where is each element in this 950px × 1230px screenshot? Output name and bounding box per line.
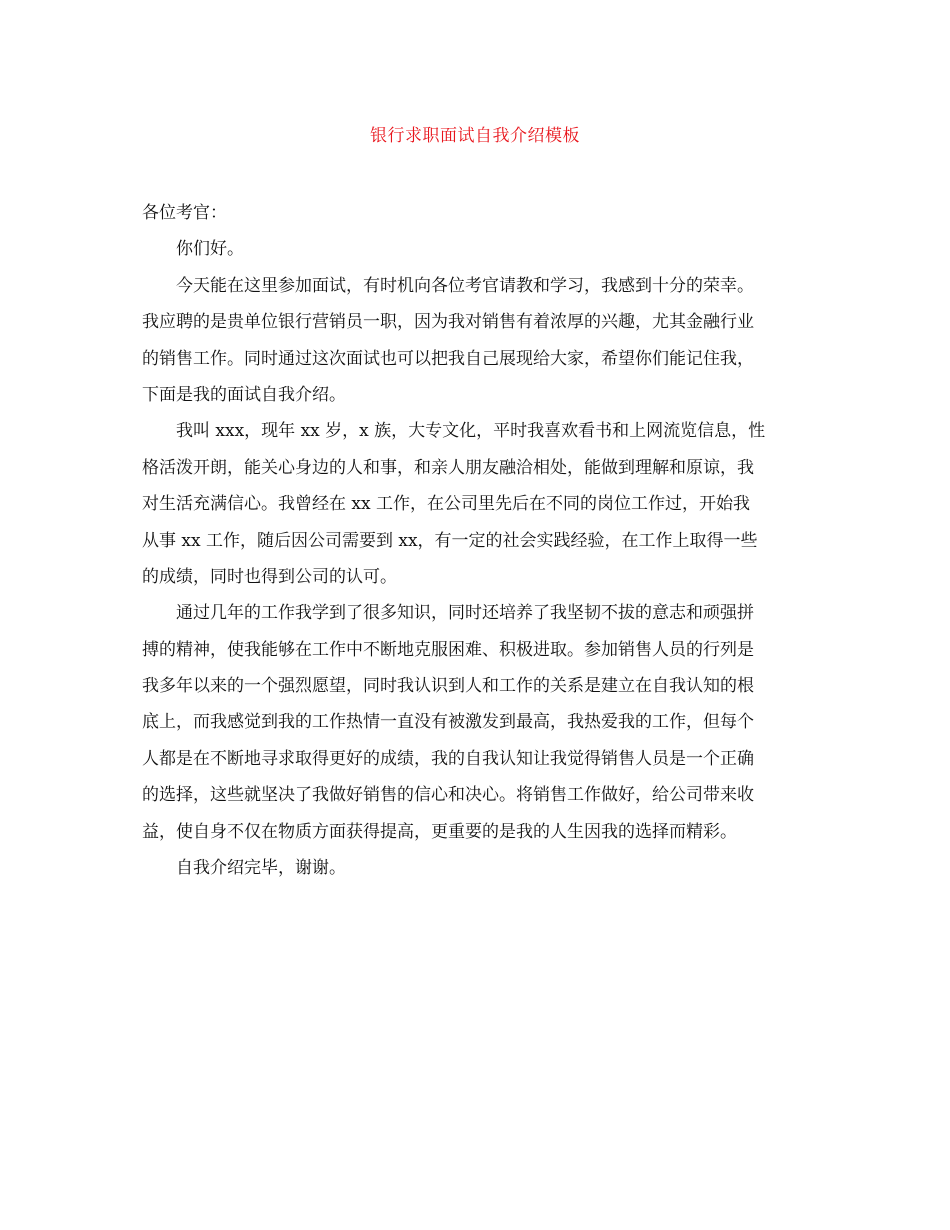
document-body bbox=[142, 195, 812, 886]
paragraph bbox=[142, 595, 812, 850]
paragraph-line: 下面是我的面试自我介绍。 bbox=[142, 384, 346, 405]
paragraph bbox=[142, 850, 812, 886]
paragraph-line: 通过几年的工作我学到了很多知识，同时还培养了我坚韧不拔的意志和顽强拼 bbox=[176, 603, 754, 624]
paragraph-line: 我多年以来的一个强烈愿望，同时我认识到人和工作的关系是建立在自我认知的根 bbox=[142, 676, 754, 697]
paragraph bbox=[142, 413, 812, 595]
paragraph-line: 搏的精神，使我能够在工作中不断地克服困难、积极进取。参加销售人员的行列是 bbox=[142, 639, 754, 660]
salutation: 各位考官： bbox=[142, 203, 227, 223]
document-title: 银行求职面试自我介绍模板 bbox=[370, 126, 580, 146]
paragraph-line: 对生活充满信心。我曾经在 xx 工作，在公司里先后在不同的岗位工作过，开始我 bbox=[142, 494, 750, 515]
paragraph-line: 你们好。 bbox=[176, 239, 244, 260]
paragraph-line: 格活泼开朗，能关心身边的人和事，和亲人朋友融洽相处，能做到理解和原谅，我 bbox=[142, 457, 754, 478]
paragraph-line: 底上，而我感觉到我的工作热情一直没有被激发到最高，我热爱我的工作，但每个 bbox=[142, 712, 754, 733]
paragraph-line: 我应聘的是贵单位银行营销员一职，因为我对销售有着浓厚的兴趣，尤其金融行业 bbox=[142, 312, 754, 333]
paragraph-line: 我叫 xxx，现年 xx 岁，x 族，大专文化，平时我喜欢看书和上网流览信息，性 bbox=[176, 421, 766, 442]
paragraph-line: 的选择，这些就坚决了我做好销售的信心和决心。将销售工作做好，给公司带来收 bbox=[142, 785, 754, 806]
closing-line: 自我介绍完毕，谢谢。 bbox=[176, 858, 346, 879]
paragraph bbox=[142, 268, 812, 414]
paragraph bbox=[142, 231, 812, 267]
paragraph-line: 人都是在不断地寻求取得更好的成绩，我的自我认知让我觉得销售人员是一个正确 bbox=[142, 748, 754, 769]
paragraph-line: 的成绩，同时也得到公司的认可。 bbox=[142, 566, 397, 587]
paragraph-line: 的销售工作。同时通过这次面试也可以把我自己展现给大家，希望你们能记住我， bbox=[142, 348, 754, 369]
paragraph-line: 从事 xx 工作，随后因公司需要到 xx，有一定的社会实践经验，在工作上取得一些 bbox=[142, 530, 758, 551]
paragraph-line: 今天能在这里参加面试，有时机向各位考官请教和学习，我感到十分的荣幸。 bbox=[176, 275, 754, 296]
paragraph-line: 益，使自身不仅在物质方面获得提高，更重要的是我的人生因我的选择而精彩。 bbox=[142, 821, 737, 842]
